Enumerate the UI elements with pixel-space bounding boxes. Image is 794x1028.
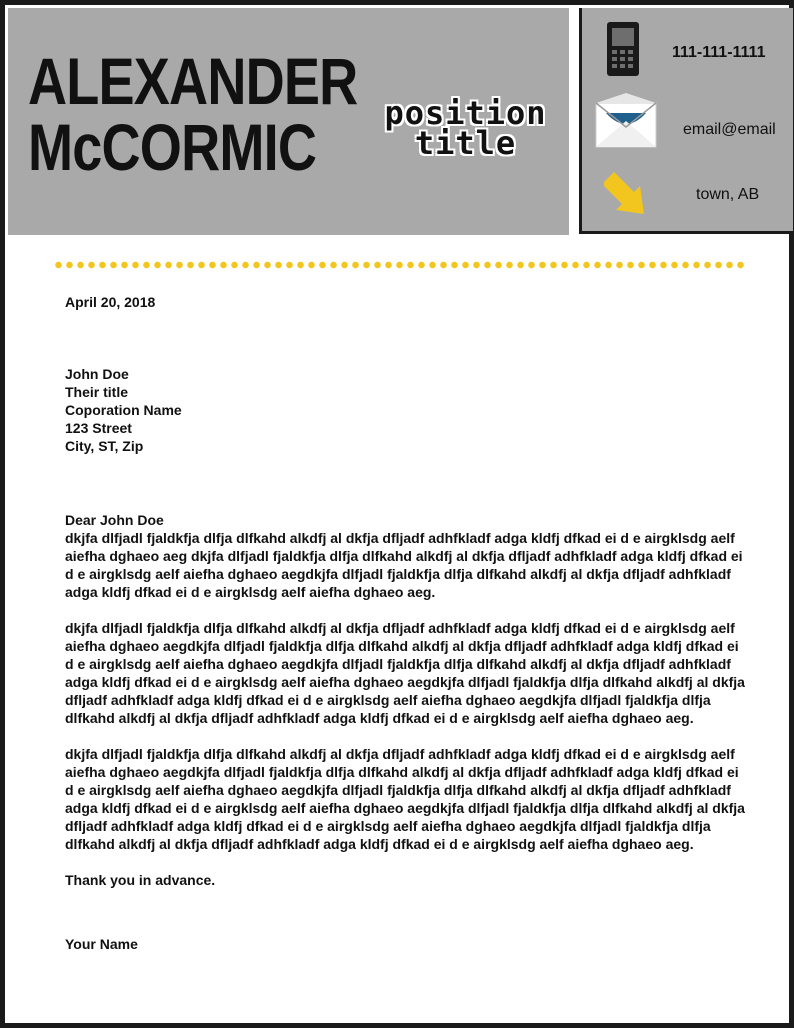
contact-location-row bbox=[582, 168, 793, 228]
body-paragraph: dkjfa dlfjadl fjaldkfja dlfja dlfkahd alkdfj al dkfja dfljadf adhfkladf adga kldfj dfkad ei d e airgklsdg aelf aiefha dghaeo aeg dkjfa dlfjadl fjaldkfja dlfja dlfkahd alkdfj al dkfja dfljadf adhfkladf adga kldfj dfkad ei d e airgklsdg aelf aiefha dghaeo aegdkjfa dlfjadl fjaldkfja dlfja dlfkahd alkdfj al dkfja dfljadf adhfkladf adga kldfj dfkad ei d e airgklsdg aelf aiefha dghaeo aeg. bbox=[65, 530, 743, 600]
contact-phone-row bbox=[582, 20, 793, 80]
dotted-divider bbox=[53, 260, 748, 270]
recipient-company: Coporation Name bbox=[65, 402, 182, 418]
location-arrow-icon bbox=[600, 168, 656, 224]
recipient-street: 123 Street bbox=[65, 420, 132, 436]
contact-location: town, AB bbox=[696, 186, 760, 203]
salutation: Dear John Doe bbox=[65, 512, 164, 528]
body-paragraph: dkjfa dlfjadl fjaldkfja dlfja dlfkahd alkdfj al dkfja dfljadf adhfkladf adga kldfj dfkad ei d e airgklsdg aelf aiefha dghaeo aegdkjfa dlfjadl fjaldkfja dlfja dlfkahd alkdfj al dkfja dfljadf adhfkladf adga kldfj dfkad ei d e airgklsdg aelf aiefha dghaeo aegdkjfa dlfjadl fjaldkfja dlfja dlfkahd alkdfj al dkfja dfljadf adhfkladf adga kldfj dfkad ei d e airgklsdg aelf aiefha dghaeo aegdkjfa dlfjadl fjaldkfja dlfja dlfkahd alkdfj al dkfja dfljadf adhfkladf adga kldfj dfkad ei d e airgklsdg aelf aiefha dghaeo aegdkjfa dlfjadl fjaldkfja dlfja dlfkahd alkdfj al dkfja dfljadf adhfkladf adga kldfj dfkad ei d e airgklsdg aelf aiefha dghaeo aeg. bbox=[65, 746, 745, 852]
recipient-city: City, ST, Zip bbox=[65, 438, 144, 454]
recipient-title: Their title bbox=[65, 384, 129, 400]
envelope-icon bbox=[594, 93, 658, 153]
closing-line: Thank you in advance. bbox=[65, 872, 216, 888]
header-banner bbox=[8, 8, 569, 235]
letter-body bbox=[65, 293, 745, 953]
body-paragraph: dkjfa dlfjadl fjaldkfja dlfja dlfkahd alkdfj al dkfja dfljadf adhfkladf adga kldfj dfkad ei d e airgklsdg aelf aiefha dghaeo aegdkjfa dlfjadl fjaldkfja dlfja dlfkahd alkdfj al dkfja dfljadf adhfkladf adga kldfj dfkad ei d e airgklsdg aelf aiefha dghaeo aegdkjfa dlfjadl fjaldkfja dlfja dlfkahd alkdfj al dkfja dfljadf adhfkladf adga kldfj dfkad ei d e airgklsdg aelf aiefha dghaeo aegdkjfa dlfjadl fjaldkfja dlfja dlfkahd alkdfj al dkfja dfljadf adhfkladf adga kldfj dfkad ei d e airgklsdg aelf aiefha dghaeo aegdkjfa dlfjadl fjaldkfja dlfja dlfkahd alkdfj al dkfja dfljadf adhfkladf adga kldfj dfkad ei d e airgklsdg aelf aiefha dghaeo aeg. bbox=[65, 620, 745, 726]
name-line-last: McCORMIC bbox=[28, 110, 317, 184]
recipient-name: John Doe bbox=[65, 366, 129, 382]
name-line-first: ALEXANDER bbox=[28, 44, 358, 118]
contact-phone: 111-111-1111 bbox=[672, 44, 766, 61]
contact-email-row bbox=[582, 93, 793, 153]
applicant-name bbox=[28, 44, 358, 184]
phone-icon bbox=[603, 20, 643, 80]
position-title-line2: title bbox=[414, 124, 517, 162]
position-title bbox=[378, 94, 553, 162]
letter-date: April 20, 2018 bbox=[65, 294, 156, 310]
contact-panel bbox=[579, 8, 794, 234]
contact-email: email@email bbox=[683, 121, 776, 138]
signature-name: Your Name bbox=[65, 936, 138, 952]
position-title-line1: position bbox=[384, 94, 547, 132]
